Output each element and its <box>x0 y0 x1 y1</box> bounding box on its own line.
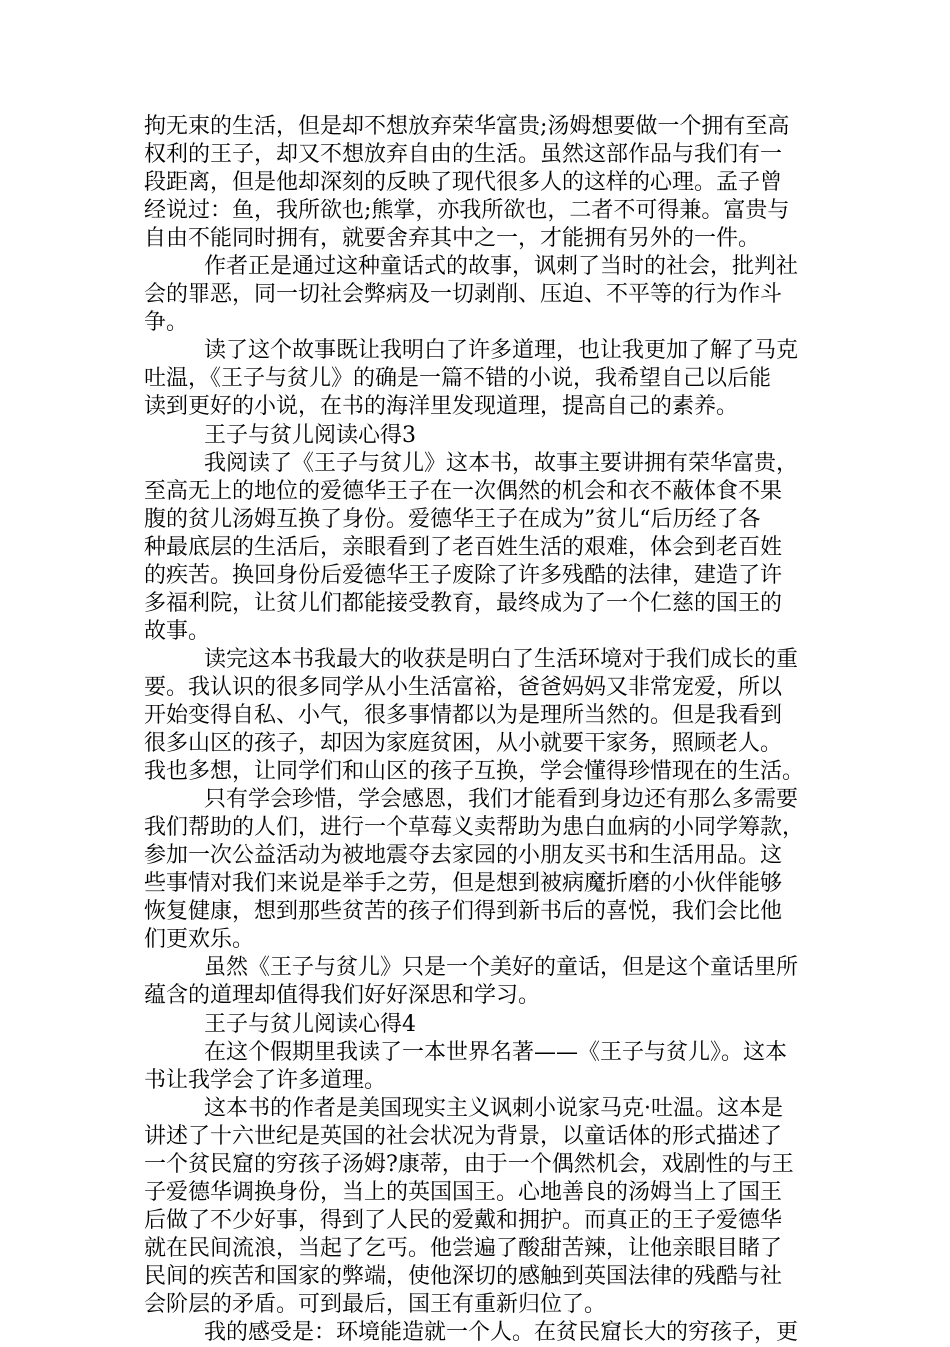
text-line: 自由不能同时拥有，就要舍弃其中之一，才能拥有另外的一件。 <box>144 226 761 252</box>
text-line: 书让我学会了许多道理。 <box>144 1067 387 1093</box>
text-line: 经说过：鱼，我所欲也;熊掌，亦我所欲也，二者不可得兼。富贵与 <box>144 198 790 224</box>
document-body <box>144 113 808 1347</box>
text-line: 后做了不少好事，得到了人民的爱戴和拥护。而真正的王子爱德华 <box>144 1207 783 1233</box>
text-line: 讲述了十六世纪是英国的社会状况为背景，以童话体的形式描述了 <box>144 1123 783 1149</box>
text-line: 种最底层的生活后，亲眼看到了老百姓生活的艰难，体会到老百姓 <box>144 534 783 560</box>
text-line: 恢复健康，想到那些贫苦的孩子们得到新书后的喜悦，我们会比他 <box>144 899 783 925</box>
text-line: 民间的疾苦和国家的弊端，使他深切的感触到英国法律的残酷与社 <box>144 1263 783 1289</box>
text-line: 吐温，《王子与贫儿》的确是一篇不错的小说，我希望自己以后能 <box>144 366 772 392</box>
text-line: 要。我认识的很多同学从小生活富裕，爸爸妈妈又非常宠爱，所以 <box>144 674 783 700</box>
text-line: 会阶层的矛盾。可到最后，国王有重新归位了。 <box>144 1291 607 1317</box>
paragraph-start-line: 作者正是通过这种童话式的故事，讽刺了当时的社会，批判社 <box>204 254 799 280</box>
text-line: 争。 <box>144 310 189 336</box>
paragraph-start-line: 读了这个故事既让我明白了许多道理，也让我更加了解了马克 <box>204 338 799 364</box>
paragraph-start-line: 虽然《王子与贫儿》只是一个美好的童话，但是这个童话里所 <box>204 955 799 981</box>
text-line: 多福利院，让贫儿们都能接受教育，最终成为了一个仁慈的国王的 <box>144 590 783 616</box>
text-line: 一个贫民窟的穷孩子汤姆?康蒂，由于一个偶然机会，戏剧性的与王 <box>144 1151 794 1177</box>
text-line: 就在民间流浪，当起了乞丐。他尝遍了酸甜苦辣，让他亲眼目睹了 <box>144 1235 783 1261</box>
paragraph-start-line: 我的感受是：环境能造就一个人。在贫民窟长大的穷孩子，更 <box>204 1320 799 1346</box>
paragraph-start-line: 我阅读了《王子与贫儿》这本书，故事主要讲拥有荣华富贵， <box>204 450 799 476</box>
text-line: 读到更好的小说，在书的海洋里发现道理，提高自己的素养。 <box>144 394 739 420</box>
text-line: 很多山区的孩子，却因为家庭贫困，从小就要干家务，照顾老人。 <box>144 731 783 757</box>
text-line: 至高无上的地位的爱德华王子在一次偶然的机会和衣不蔽体食不果 <box>144 478 783 504</box>
text-line: 会的罪恶，同一切社会弊病及一切剥削、压迫、不平等的行为作斗 <box>144 282 783 308</box>
text-line: 蕴含的道理却值得我们好好深思和学习。 <box>144 983 541 1009</box>
text-line: 开始变得自私、小气，很多事情都以为是理所当然的。但是我看到 <box>144 702 783 728</box>
text-line: 拘无束的生活，但是却不想放弃荣华富贵;汤姆想要做一个拥有至高 <box>144 114 790 139</box>
text-line: 腹的贫儿汤姆互换了身份。爱德华王子在成为”贫儿“后历经了各 <box>144 506 761 532</box>
paragraph-start-line: 只有学会珍惜，学会感恩，我们才能看到身边还有那么多需要 <box>204 787 799 813</box>
text-line: 们更欢乐。 <box>144 927 255 953</box>
paragraph-start-line: 王子与贫儿阅读心得4 <box>204 1011 416 1037</box>
text-line: 参加一次公益活动为被地震夺去家园的小朋友买书和生活用品。这 <box>144 843 783 869</box>
paragraph-start-line: 读完这本书我最大的收获是明白了生活环境对于我们成长的重 <box>204 646 799 672</box>
text-line: 我也多想，让同学们和山区的孩子互换，学会懂得珍惜现在的生活。 <box>144 759 805 785</box>
text-line: 故事。 <box>144 618 211 644</box>
text-line: 子爱德华调换身份，当上的英国国王。心地善良的汤姆当上了国王 <box>144 1179 783 1205</box>
text-line: 段距离，但是他却深刻的反映了现代很多人的这样的心理。孟子曾 <box>144 170 783 196</box>
text-line: 权利的王子，却又不想放弃自由的生活。虽然这部作品与我们有一 <box>144 142 783 168</box>
text-line: 的疾苦。换回身份后爱德华王子废除了许多残酷的法律，建造了许 <box>144 562 783 588</box>
paragraph-start-line: 这本书的作者是美国现实主义讽刺小说家马克·吐温。这本是 <box>204 1095 783 1121</box>
text-line: 些事情对我们来说是举手之劳，但是想到被病魔折磨的小伙伴能够 <box>144 871 783 897</box>
paragraph-start-line: 在这个假期里我读了一本世界名著——《王子与贫儿》。这本 <box>204 1039 788 1065</box>
paragraph-start-line: 王子与贫儿阅读心得3 <box>204 422 416 448</box>
text-line: 我们帮助的人们，进行一个草莓义卖帮助为患白血病的小同学筹款， <box>144 815 805 841</box>
